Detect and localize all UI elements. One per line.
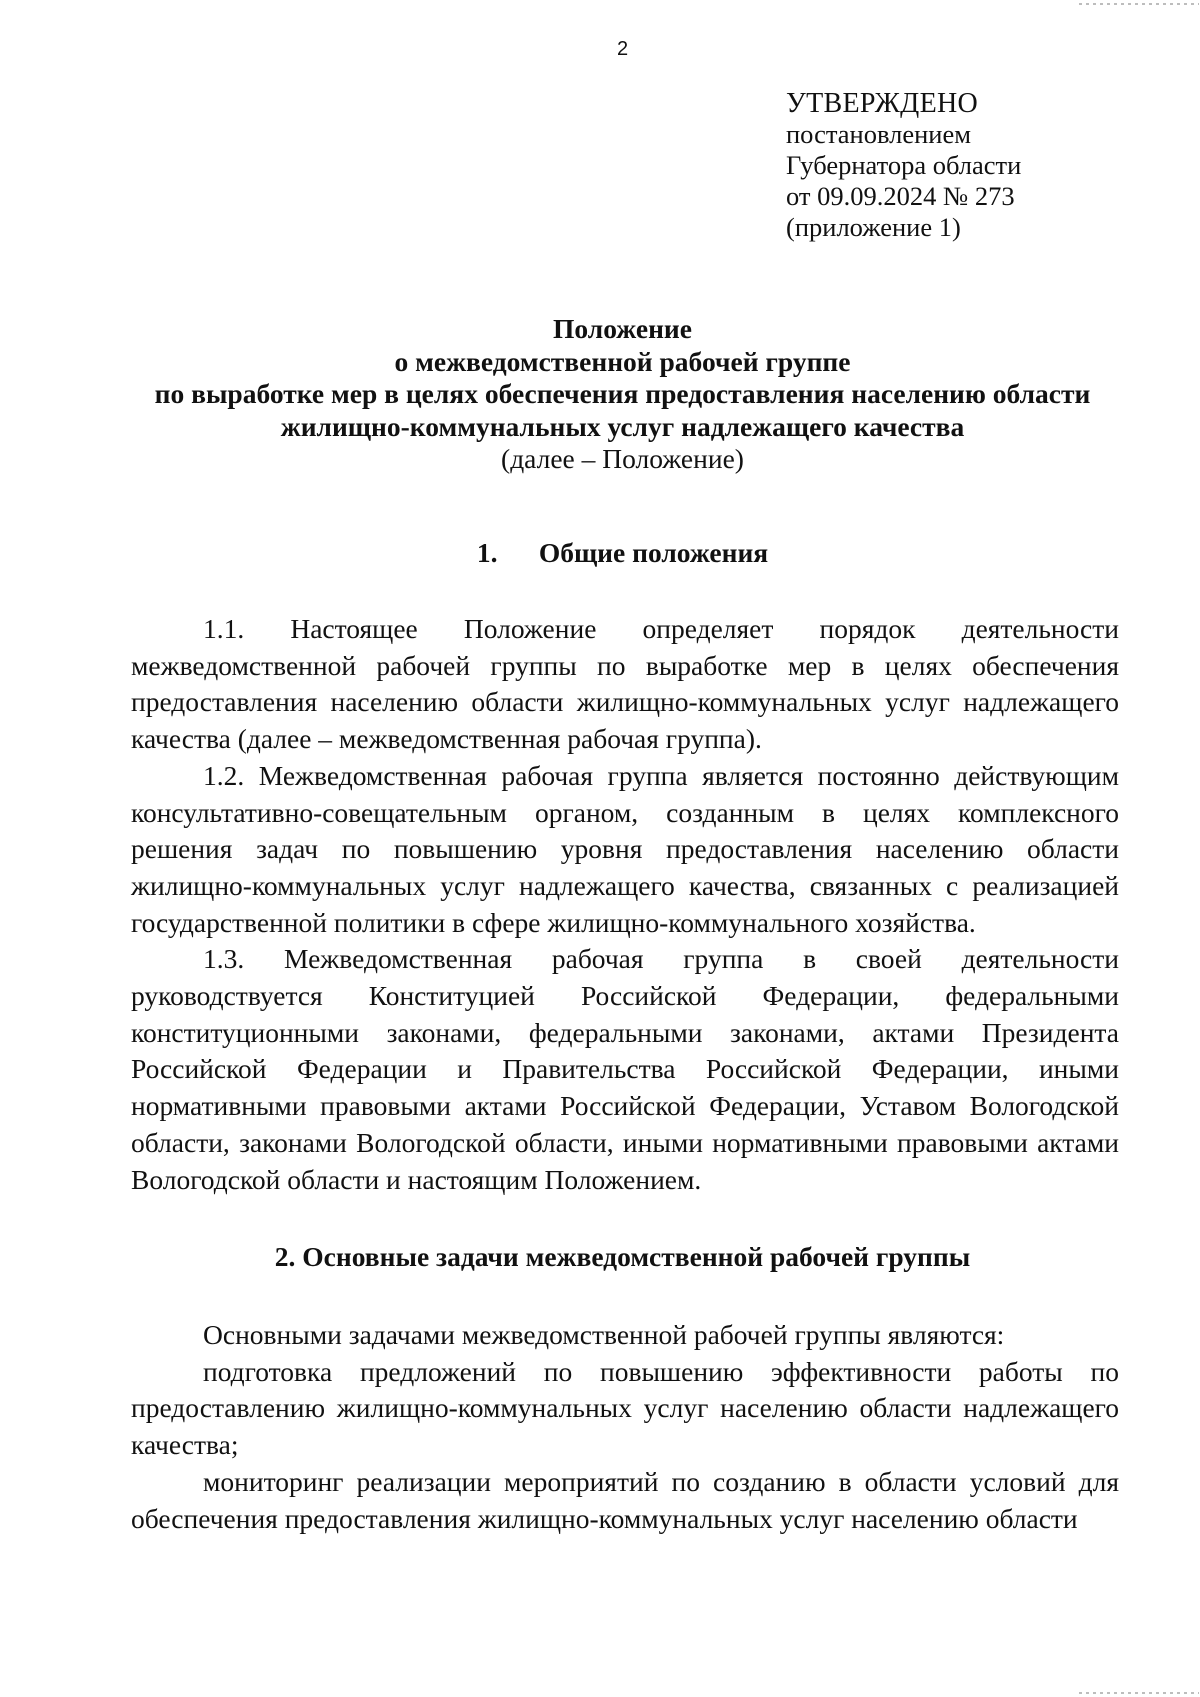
title-line: жилищно-коммунальных услуг надлежащего качества [280,410,965,442]
approval-line: от 09.09.2024 № 273 [786,181,1015,211]
section-2-body [131,1317,1119,1537]
task-item: мониторинг реализации мероприятий по созданию в области условий для обеспечения предоставления жилищно-коммунальных услуг населению области [131,1465,1119,1534]
document-title [120,313,1125,476]
scan-artifact-bottom [1079,1692,1199,1694]
scan-artifact-top [1079,3,1199,5]
approval-heading: УТВЕРЖДЕНО [786,88,979,119]
approval-line: (приложение 1) [786,212,961,242]
paragraph-1-3: 1.3. Межведомственная рабочая группа в своей деятельности руководствуется Конституцией Российской Федерации, федеральными конституционными законами, федеральными законами, актами Президента Российской Федерации и Правительства Российской Федерации, иными нормативными правовыми актами Российской Федерации, Уставом Вологодской области, законами Вологодской области, иными нормативными правовыми актами Вологодской области и настоящим Положением. [131,943,1119,1195]
section-1-heading [120,536,1125,570]
approval-line: Губернатора области [786,150,1022,180]
section-2-heading: 2. Основные задачи межведомственной рабочей группы [274,1241,971,1272]
title-note: (далее – Положение) [501,443,744,474]
task-item: подготовка предложений по повышению эффективности работы по предоставлению жилищно-коммунальных услуг населению области надлежащего качества; [131,1355,1119,1461]
paragraph-1-1: 1.1. Настоящее Положение определяет порядок деятельности межведомственной рабочей группы по выработке мер в целях обеспечения предоставления населению области жилищно-коммунальных услуг надлежащего качества (далее – межведомственная рабочая группа). [131,613,1119,755]
section-title: Общие положения [538,537,769,568]
page-number: 2 [616,38,629,60]
section-2-intro: Основными задачами межведомственной рабочей группы являются: [203,1319,1005,1350]
title-line: Положение [553,313,692,344]
section-1-body [131,611,1119,1198]
title-line: по выработке мер в целях обеспечения предоставления населению области [154,378,1091,409]
paragraph-1-2: 1.2. Межведомственная рабочая группа является постоянно действующим консультативно-совещательным органом, созданным в целях комплексного решения задач по повышению уровня предоставления населению области жилищно-коммунальных услуг надлежащего качества, связанных с реализацией государственной политики в сфере жилищно-коммунального хозяйства. [131,759,1119,938]
approval-line: постановлением [786,119,971,149]
approval-stamp [786,88,1021,243]
title-line: о межведомственной рабочей группе [394,345,851,377]
section-number: 1. [476,537,498,568]
